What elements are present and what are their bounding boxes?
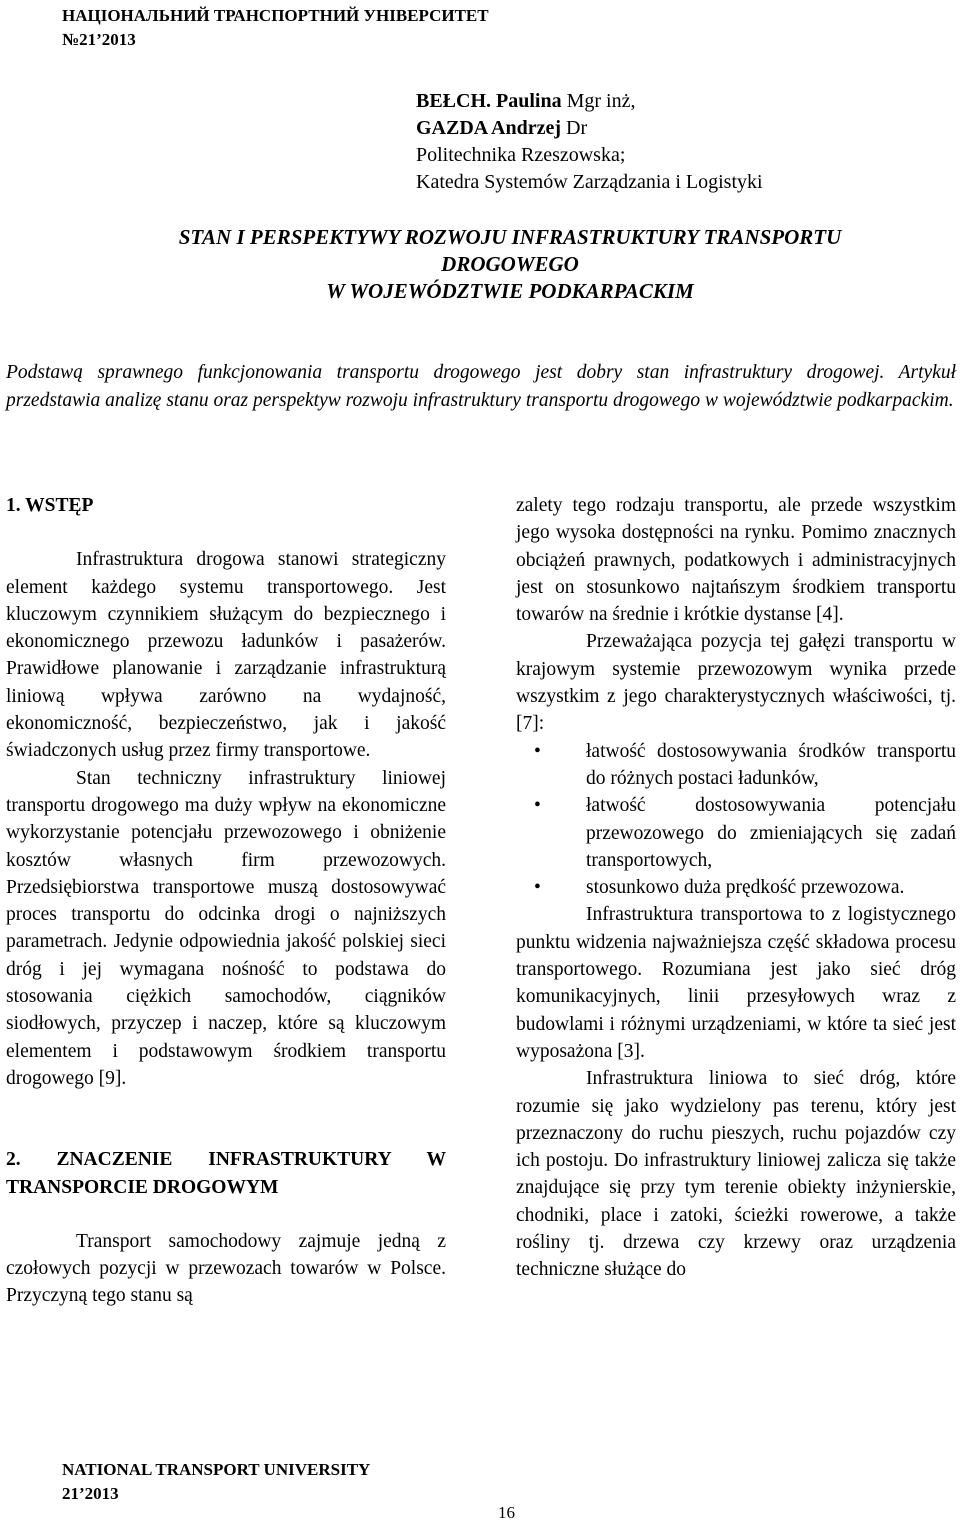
- running-header: [62, 4, 489, 52]
- paragraph: Infrastruktura drogowa stanowi strategiczny element każdego systemu transportowego. Jest kluczowym czynnikiem służącym do bezpiecznego i ekonomicznego przewozu ładunków i pasażerów. Prawidłowe planowanie i zarządzanie infrastrukturą liniową wpływa zarówno na wydajność, ekonomiczność, bezpieczeństwo, jak i jakość świadczonych usług przez firmy transportowe.: [6, 549, 446, 762]
- footer-university: NATIONAL TRANSPORT UNIVERSITY: [62, 1460, 371, 1479]
- author-1: [416, 88, 763, 115]
- department: Katedra Systemów Zarządzania i Logistyki: [416, 171, 763, 193]
- footer-issue: 21’2013: [62, 1484, 119, 1503]
- paragraph: Przeważająca pozycja tej gałęzi transportu w krajowym systemie przewozowym wynika przede wszystkim z jego charakterystycznych właściwości, tj. [7]:: [516, 631, 956, 735]
- title-line-3: W WOJEWÓDZTWIE PODKARPACKIM: [326, 279, 694, 303]
- paragraph: Stan techniczny infrastruktury liniowej transportu drogowego ma duży wpływ na ekonomiczne wykorzystanie potencjału przewozowego i obniżenie kosztów własnych firm przewozowych. Przedsiębiorstwa transportowe muszą dostosowywać proces transportu do odcinka drogi o najniższych parametrach. Jedynie odpowiednia jakość polskiej sieci dróg i jej wymagana nośność to podstawa do stosowania ciężkich samochodów, ciągników siodłowych, przyczep i naczep, które są kluczowym elementem i podstawowym środkiem transportu drogowego [9].: [6, 767, 446, 1089]
- header-university: НАЦІОНАЛЬНИЙ ТРАНСПОРТНИЙ УНІВЕРСИТЕТ: [62, 6, 489, 25]
- bullet-icon: •: [534, 877, 541, 899]
- author-2-degree: Dr: [561, 117, 588, 139]
- spacer: [6, 1092, 446, 1119]
- column-right: [516, 492, 956, 1284]
- column-left: [6, 492, 446, 1310]
- abstract: Podstawą sprawnego funkcjonowania transportu drogowego jest dobry stan infrastruktury drogowej. Artykuł przedstawia analizę stanu oraz perspektyw rozwoju infrastruktury transportu drogowego w województwie podkarpackim.: [6, 362, 956, 411]
- author-2: [416, 115, 763, 142]
- list-item-text: łatwość dostosowywania potencjału przewozowego do zmieniających się zadań transportowych,: [586, 795, 956, 871]
- affiliation: Politechnika Rzeszowska;: [416, 144, 626, 166]
- list-item-text: stosunkowo duża prędkość przewozowa.: [586, 877, 905, 899]
- paragraph: Infrastruktura liniowa to sieć dróg, które rozumie się jako wydzielony pas terenu, który jest przeznaczony do ruchu pieszych, ruchu pojazdów czy ich postoju. Do infrastruktury liniowej zalicza się także znajdujące się przy tym terenie obiekty inżynierskie, chodniki, place i zatoki, ścieżki rowerowe, a także rośliny tj. drzewa czy krzewy oraz urządzenia techniczne służące do: [516, 1068, 956, 1281]
- bullet-list: [516, 738, 956, 902]
- paragraph: zalety tego rodzaju transportu, ale przede wszystkim jego wysoka dostępności na rynku. Pomimo znacznych obciążeń prawnych, podatkowych i administracyjnych jest on stosunkowo najtańszym środkiem transportu towarów na średnie i krótkie dystanse [4].: [516, 495, 956, 626]
- bullet-icon: •: [534, 740, 541, 762]
- header-issue: №21’2013: [62, 30, 136, 49]
- list-item: [516, 792, 956, 874]
- author-block: [416, 88, 763, 196]
- spacer: [6, 519, 446, 546]
- title-line-1: STAN I PERSPEKTYWY ROZWOJU INFRASTRUKTURY TRANSPORTU: [178, 225, 842, 249]
- author-2-name: GAZDA Andrzej: [416, 117, 561, 139]
- section-heading-intro: 1. WSTĘP: [6, 495, 94, 516]
- list-item-text: łatwość dostosowywania środków transportu do różnych postaci ładunków,: [586, 740, 956, 789]
- paper-title: [60, 224, 960, 305]
- author-1-name: BEŁCH. Paulina: [416, 90, 562, 112]
- spacer: [6, 1119, 446, 1146]
- paragraph: Infrastruktura transportowa to z logistycznego punktu widzenia najważniejsza część składowa procesu transportowego. Rozumiana jest jako sieć dróg komunikacyjnych, linii przesyłowych wraz z budowlami i różnymi urządzeniami, w które ta sieć jest wyposażona [3].: [516, 904, 956, 1062]
- bullet-icon: •: [534, 795, 541, 817]
- section-heading-significance: 2. ZNACZENIE INFRASTRUKTURY W TRANSPORCIE DROGOWYM: [6, 1149, 446, 1198]
- list-item: [516, 874, 956, 901]
- list-item: [516, 738, 956, 793]
- page-number: 16: [498, 1503, 515, 1522]
- running-footer: [62, 1458, 370, 1506]
- spacer: [6, 1201, 446, 1228]
- author-1-degree: Mgr inż,: [561, 90, 636, 112]
- title-line-2: DROGOWEGO: [441, 252, 579, 276]
- paragraph: Transport samochodowy zajmuje jedną z czołowych pozycji w przewozach towarów w Polsce. Przyczyną tego stanu są: [6, 1230, 446, 1307]
